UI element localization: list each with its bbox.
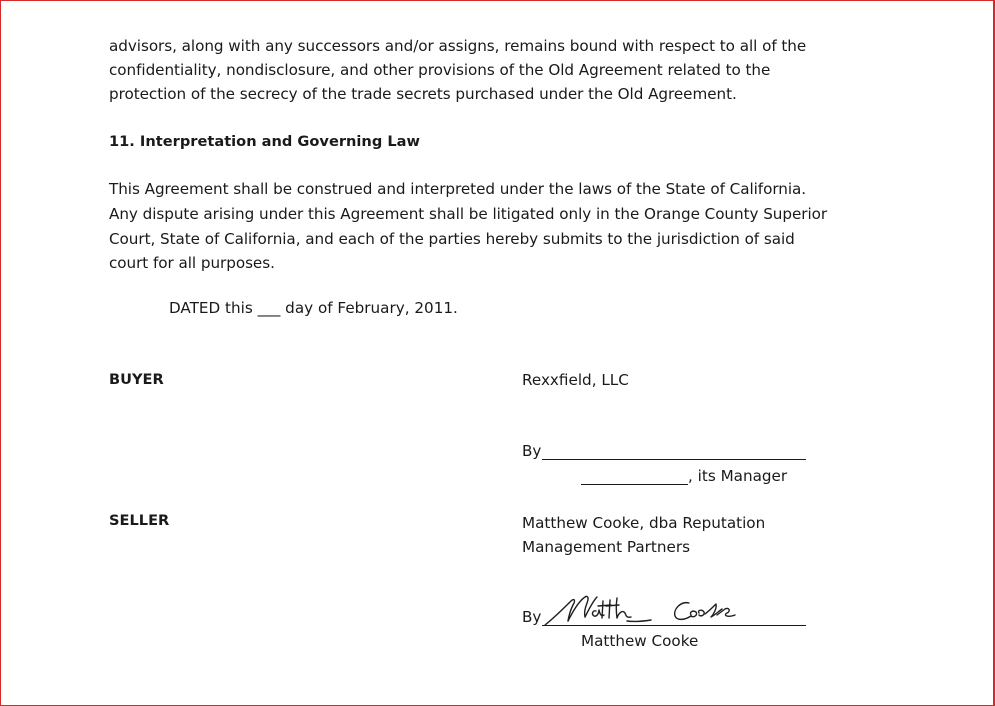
seller-label: SELLER	[109, 512, 170, 529]
paragraph-line: Court, State of California, and each of the parties hereby submits to the jurisdiction of said	[109, 230, 795, 248]
paragraph-line: Any dispute arising under this Agreement shall be litigated only in the Orange County Superior	[109, 205, 828, 223]
paragraph-line: advisors, along with any successors and/or assigns, remains bound with respect to all of the	[109, 37, 807, 55]
paragraph-line: confidentiality, nondisclosure, and other provisions of the Old Agreement related to the	[109, 61, 771, 79]
dated-line: DATED this ___ day of February, 2011.	[169, 299, 458, 317]
handwritten-signature	[541, 591, 781, 633]
buyer-signature-line	[542, 459, 806, 460]
seller-signatory-name: Matthew Cooke	[581, 632, 699, 650]
seller-entity-line-2: Management Partners	[522, 538, 690, 556]
paragraph-line: This Agreement shall be construed and interpreted under the laws of the State of California.	[109, 180, 807, 198]
section-heading: 11. Interpretation and Governing Law	[109, 133, 420, 150]
buyer-name-line	[581, 484, 688, 485]
buyer-label: BUYER	[109, 371, 164, 388]
buyer-entity: Rexxfield, LLC	[522, 371, 629, 389]
seller-entity-line-1: Matthew Cooke, dba Reputation	[522, 514, 766, 532]
paragraph-line: court for all purposes.	[109, 254, 275, 272]
paragraph-line: protection of the secrecy of the trade secrets purchased under the Old Agreement.	[109, 85, 737, 103]
buyer-by-label: By	[522, 442, 542, 460]
buyer-title: , its Manager	[688, 467, 788, 485]
seller-by-label: By	[522, 608, 542, 626]
